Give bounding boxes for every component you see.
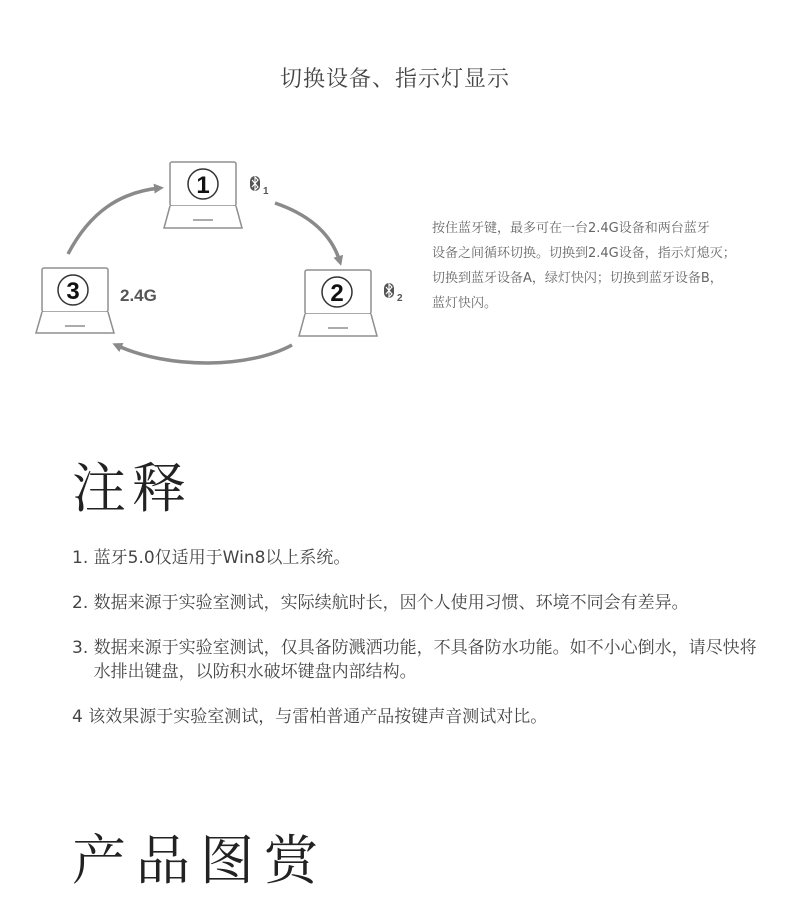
device-1-number: 1 [196, 172, 210, 199]
bluetooth-icon [250, 176, 260, 191]
laptop-3-icon [36, 268, 114, 333]
description-line: 切换到蓝牙设备A，绿灯快闪；切换到蓝牙设备B， [432, 271, 723, 286]
note-number: 3. [72, 638, 94, 658]
note-item [72, 705, 762, 729]
note-number: 4 [72, 707, 89, 727]
note-text: 数据来源于实验室测试，实际续航时长，因个人使用习惯、环境不同会有差异。 [93, 593, 689, 613]
device-1-channel-label: 1 [263, 186, 269, 197]
note-item [72, 636, 762, 684]
note-number: 2. [72, 593, 94, 613]
section-title: 切换设备、指示灯显示 [279, 67, 510, 92]
note-text: 数据来源于实验室测试，仅具备防溅洒功能，不具备防水功能。如不小心倒水，请尽快将水排出键盘，以防积水破坏键盘内部结构。 [93, 638, 757, 682]
description-line: 蓝灯快闪。 [432, 296, 498, 311]
arrow-3-to-1 [68, 188, 160, 254]
note-number: 1. [72, 548, 94, 568]
bluetooth-icon [384, 283, 394, 298]
note-item [72, 591, 762, 615]
notes-heading: 注释 [72, 457, 192, 520]
device-2-channel-label: 2 [397, 293, 403, 304]
arrow-2-to-3 [116, 345, 292, 363]
note-text: 蓝牙5.0仅适用于Win8以上系统。 [93, 548, 351, 568]
note-item [72, 546, 762, 570]
gallery-heading: 产品图赏 [72, 829, 328, 892]
device-switch-diagram [0, 0, 790, 420]
note-text: 该效果源于实验室测试，与雷柏普通产品按键声音测试对比。 [88, 707, 548, 727]
description-line: 按住蓝牙键，最多可在一台2.4G设备和两台蓝牙 [432, 221, 710, 236]
laptop-2-icon [299, 270, 377, 336]
description-line: 设备之间循环切换。切换到2.4G设备，指示灯熄灭； [432, 246, 736, 261]
switch-description [432, 216, 772, 316]
laptop-1-icon [164, 162, 242, 228]
arrow-1-to-2 [275, 203, 340, 262]
device-2-number: 2 [330, 280, 344, 307]
device-3-number: 3 [66, 278, 80, 305]
device-3-channel-label: 2.4G [120, 286, 157, 305]
notes-list [72, 546, 762, 750]
